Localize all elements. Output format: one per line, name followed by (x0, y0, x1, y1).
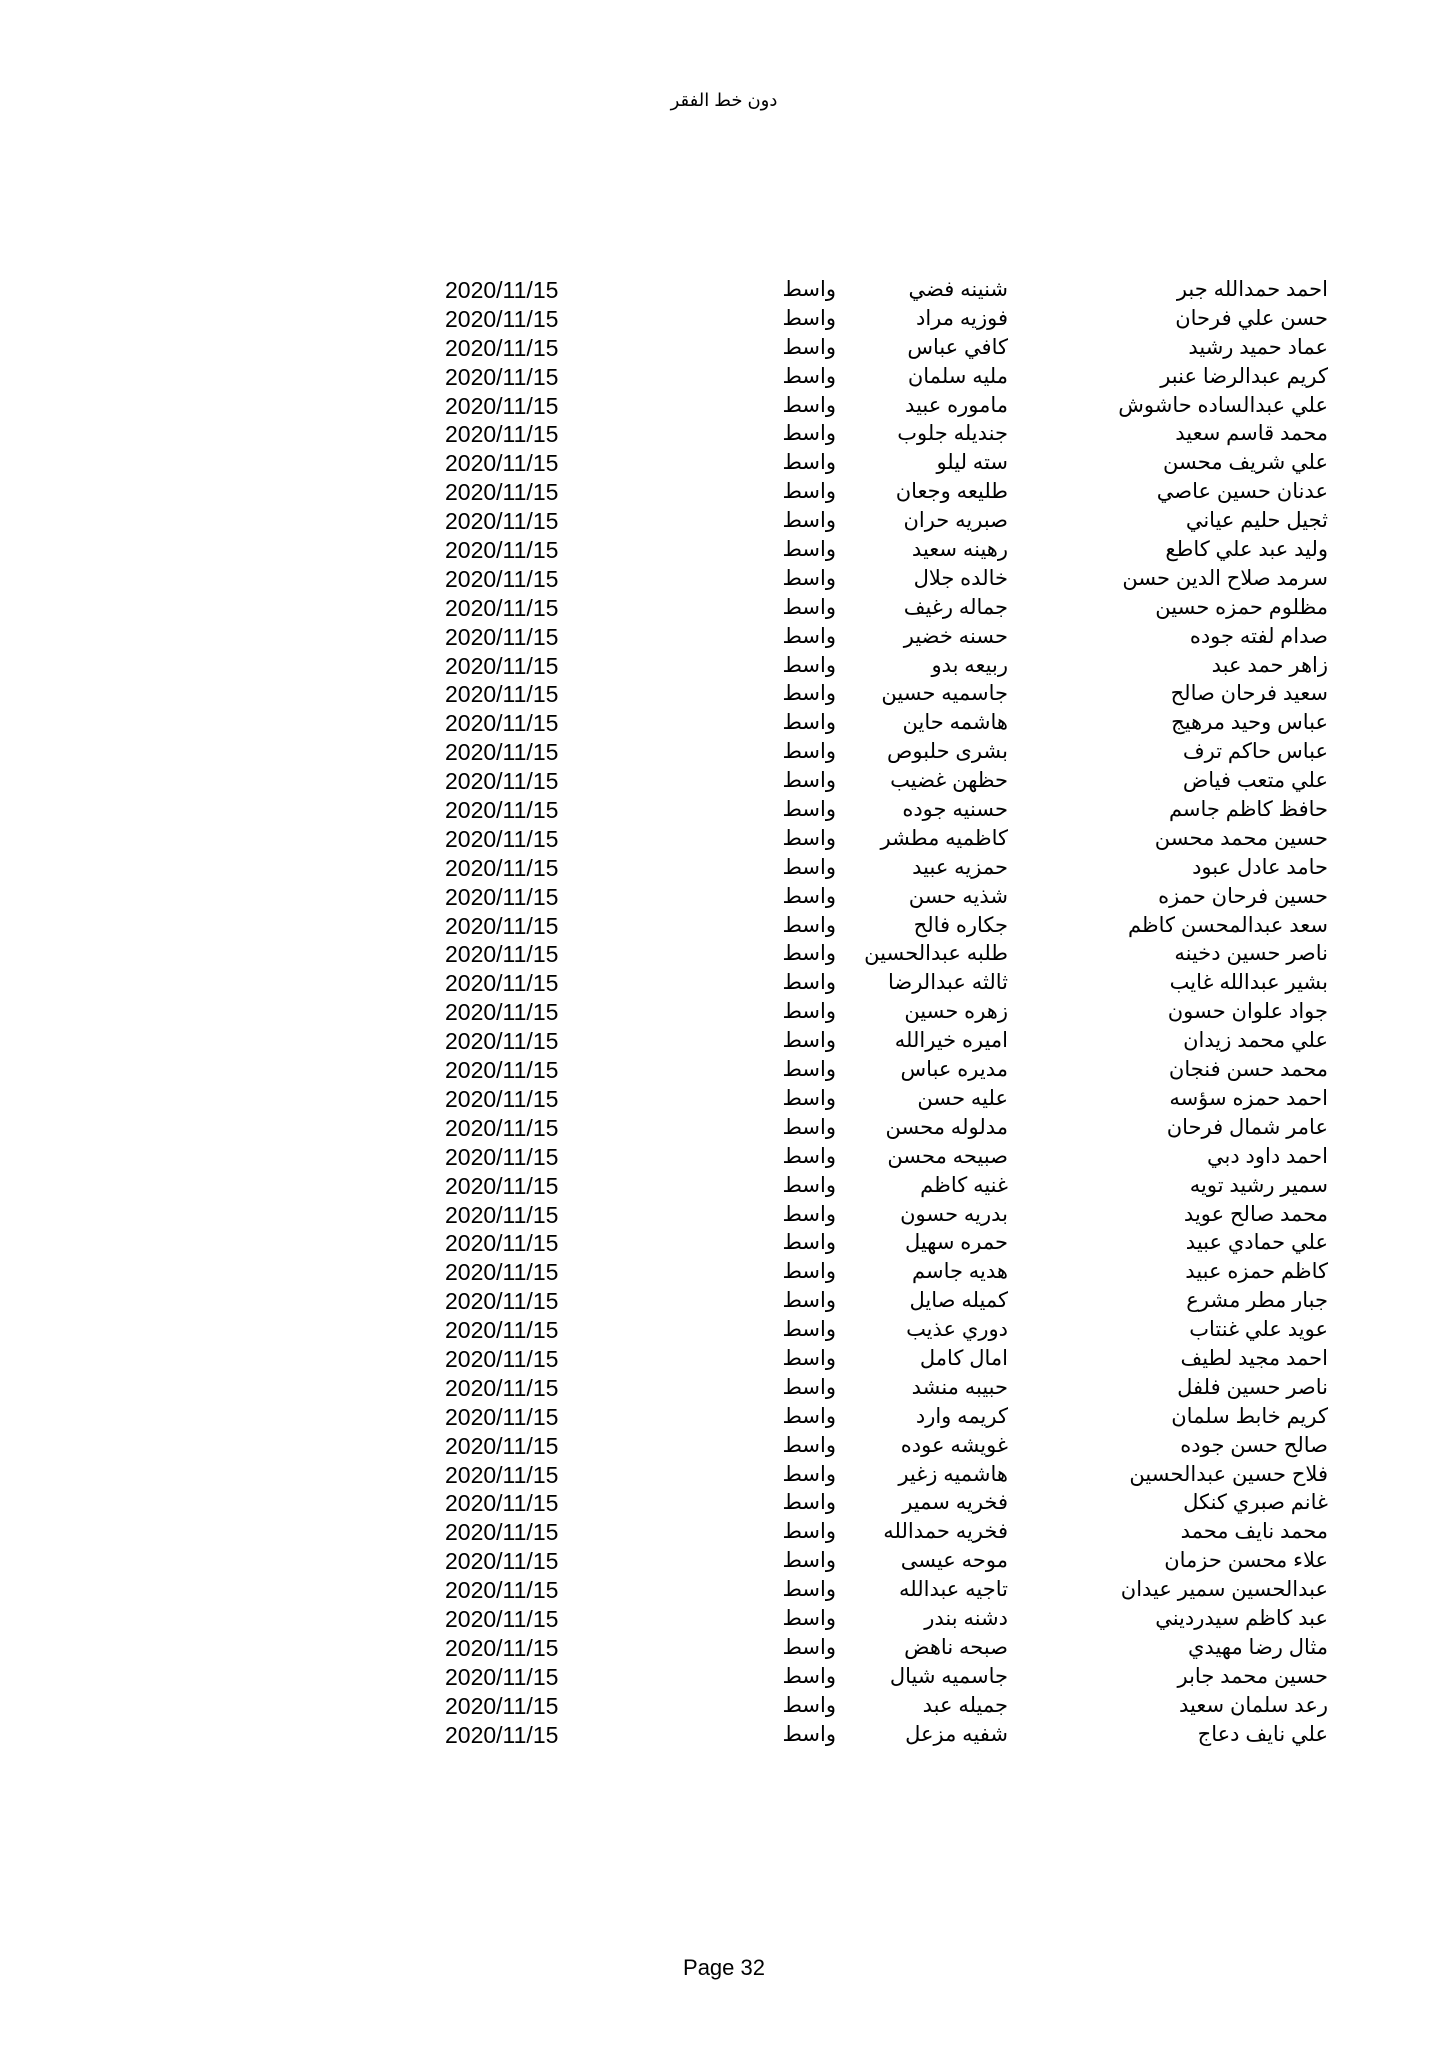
record-name: حسين فرحان حمزه (1158, 884, 1328, 908)
record-name: صالح حسن جوده (1180, 1433, 1328, 1457)
record-mother-name: امال كامل (919, 1346, 1008, 1370)
record-name: بشير عبدالله غايب (1169, 971, 1328, 995)
record-name: احمد حمدالله جبر (1176, 278, 1328, 301)
record-date: 2020/11/15 (445, 681, 559, 708)
record-name: احمد داود دبي (1206, 1144, 1328, 1168)
record-row (0, 507, 1448, 536)
record-name: محمد قاسم سعيد (1175, 422, 1328, 446)
record-name: حسين محمد محسن (1154, 826, 1328, 850)
record-mother-name: مديره عباس (900, 1058, 1008, 1082)
record-date: 2020/11/15 (445, 1085, 559, 1112)
record-governorate: واسط (782, 1549, 836, 1573)
record-name: عماد حميد رشيد (1188, 335, 1328, 359)
record-name: زاهر حمد عبد (1211, 653, 1328, 677)
record-row (0, 1056, 1448, 1085)
record-name: علي شريف محسن (1163, 451, 1328, 475)
record-mother-name: ربيعه بدو (931, 653, 1008, 677)
record-date: 2020/11/15 (445, 652, 559, 679)
record-governorate: واسط (782, 1520, 836, 1544)
record-row (0, 1489, 1448, 1518)
record-row (0, 1605, 1448, 1634)
record-governorate: واسط (782, 1491, 836, 1515)
record-row (0, 1634, 1448, 1663)
record-governorate: واسط (782, 1722, 836, 1746)
record-row (0, 854, 1448, 883)
record-date: 2020/11/15 (445, 334, 559, 361)
record-date: 2020/11/15 (445, 912, 559, 939)
record-mother-name: شفيه مزعل (905, 1722, 1008, 1746)
record-governorate: واسط (782, 1115, 836, 1139)
record-governorate: واسط (782, 335, 836, 359)
record-row (0, 1316, 1448, 1345)
record-date: 2020/11/15 (445, 508, 559, 535)
record-name: ثجيل حليم عياني (1185, 509, 1328, 533)
record-row (0, 883, 1448, 912)
record-mother-name: تاجيه عبدالله (899, 1578, 1008, 1602)
record-name: سعيد فرحان صالح (1170, 682, 1328, 706)
record-date: 2020/11/15 (445, 1345, 559, 1372)
record-date: 2020/11/15 (445, 1432, 559, 1459)
record-name: مظلوم حمزه حسين (1155, 595, 1328, 619)
record-row (0, 652, 1448, 681)
record-name: كاظم حمزه عبيد (1185, 1260, 1328, 1284)
record-governorate: واسط (782, 480, 836, 504)
record-name: وليد عبد علي كاطع (1165, 538, 1328, 562)
record-date: 2020/11/15 (445, 305, 559, 332)
record-mother-name: موحه عيسى (900, 1549, 1008, 1573)
record-mother-name: ثالثه عبدالرضا (887, 971, 1008, 995)
record-name: عبدالحسين سمير عيدان (1120, 1578, 1328, 1602)
record-row (0, 998, 1448, 1027)
record-name: علاء محسن حزمان (1164, 1549, 1328, 1573)
record-mother-name: كاظميه مطشر (880, 826, 1008, 850)
page-number: Page 32 (683, 1955, 765, 1980)
record-date: 2020/11/15 (445, 970, 559, 997)
record-date: 2020/11/15 (445, 277, 559, 303)
record-row (0, 1576, 1448, 1605)
record-date: 2020/11/15 (445, 450, 559, 477)
record-mother-name: جميله عبد (922, 1693, 1008, 1717)
record-mother-name: ماموره عبيد (905, 393, 1008, 417)
record-name: محمد صالح عويد (1183, 1202, 1328, 1226)
record-mother-name: جاسميه شيال (889, 1664, 1008, 1688)
record-row (0, 594, 1448, 623)
record-name: سمير رشيد تويه (1189, 1173, 1328, 1197)
record-mother-name: حمزيه عبيد (912, 855, 1008, 879)
record-row (0, 565, 1448, 594)
record-row (0, 1663, 1448, 1692)
record-row (0, 709, 1448, 738)
record-row (0, 1432, 1448, 1461)
record-governorate: واسط (782, 769, 836, 793)
record-mother-name: فوزيه مراد (916, 306, 1008, 330)
record-governorate: واسط (782, 1173, 836, 1197)
record-governorate: واسط (782, 422, 836, 446)
record-date: 2020/11/15 (445, 999, 559, 1026)
record-governorate: واسط (782, 364, 836, 388)
record-governorate: واسط (782, 1202, 836, 1226)
record-governorate: واسط (782, 711, 836, 735)
record-name: سرمد صلاح الدين حسن (1122, 566, 1328, 590)
record-mother-name: حبيبه منشد (911, 1375, 1008, 1399)
record-date: 2020/11/15 (445, 854, 559, 881)
record-governorate: واسط (782, 538, 836, 562)
record-name: رعد سلمان سعيد (1179, 1693, 1328, 1717)
record-governorate: واسط (782, 451, 836, 475)
record-name: كريم عبدالرضا عنبر (1160, 364, 1328, 388)
record-governorate: واسط (782, 1635, 836, 1659)
record-governorate: واسط (782, 971, 836, 995)
record-mother-name: هاشمه حاين (902, 711, 1008, 735)
record-governorate: واسط (782, 1144, 836, 1168)
record-mother-name: بشرى حلبوص (887, 740, 1008, 764)
record-governorate: واسط (782, 1289, 836, 1313)
record-governorate: واسط (782, 653, 836, 677)
record-governorate: واسط (782, 1086, 836, 1110)
record-governorate: واسط (782, 682, 836, 706)
record-row (0, 680, 1448, 709)
record-row (0, 536, 1448, 565)
record-name: مثال رضا مهيدي (1187, 1635, 1328, 1659)
record-mother-name: مليه سلمان (907, 364, 1008, 388)
record-name: علي نايف دعاج (1197, 1722, 1328, 1746)
record-row (0, 420, 1448, 449)
record-governorate: واسط (782, 509, 836, 533)
record-name: سعد عبدالمحسن كاظم (1127, 913, 1328, 937)
record-name: جواد علوان حسون (1167, 1000, 1328, 1024)
record-name: حسين محمد جابر (1177, 1664, 1328, 1688)
record-name: علي عبدالساده حاشوش (1118, 393, 1328, 417)
record-date: 2020/11/15 (445, 623, 559, 650)
record-date: 2020/11/15 (445, 1057, 559, 1084)
record-date: 2020/11/15 (445, 1634, 559, 1661)
record-date: 2020/11/15 (445, 1143, 559, 1170)
record-governorate: واسط (782, 624, 836, 648)
record-mother-name: جاسميه حسين (881, 682, 1008, 706)
record-date: 2020/11/15 (445, 1721, 559, 1748)
record-mother-name: طليعه وجعان (895, 480, 1008, 504)
record-mother-name: طلبه عبدالحسين (864, 942, 1008, 966)
record-name: صدام لفته جوده (1189, 624, 1328, 648)
record-mother-name: صبحه ناهض (904, 1635, 1008, 1659)
record-name: عباس حاكم ترف (1182, 740, 1328, 764)
record-date: 2020/11/15 (445, 594, 559, 621)
record-row (0, 334, 1448, 363)
record-mother-name: خالده جلال (913, 566, 1008, 590)
record-row (0, 1085, 1448, 1114)
record-row (0, 940, 1448, 969)
record-governorate: واسط (782, 942, 836, 966)
record-date: 2020/11/15 (445, 1577, 559, 1604)
record-row (0, 1403, 1448, 1432)
record-mother-name: شذيه حسن (908, 884, 1008, 908)
record-mother-name: حمره سهيل (904, 1231, 1008, 1255)
record-governorate: واسط (782, 1462, 836, 1486)
record-row (0, 1721, 1448, 1750)
record-row (0, 1374, 1448, 1403)
record-date: 2020/11/15 (445, 1663, 559, 1690)
record-mother-name: صبيحه محسن (887, 1144, 1008, 1168)
record-date: 2020/11/15 (445, 1288, 559, 1315)
record-governorate: واسط (782, 393, 836, 417)
record-mother-name: جنديله جلوب (897, 422, 1008, 446)
record-name: حسن علي فرحان (1175, 306, 1328, 330)
record-date: 2020/11/15 (445, 479, 559, 506)
record-name: علي محمد زيدان (1183, 1029, 1328, 1053)
record-governorate: واسط (782, 855, 836, 879)
record-date: 2020/11/15 (445, 825, 559, 852)
record-date: 2020/11/15 (445, 363, 559, 390)
record-name: محمد نايف محمد (1180, 1520, 1328, 1544)
record-row (0, 1201, 1448, 1230)
record-governorate: واسط (782, 1318, 836, 1342)
record-mother-name: عليه حسن (917, 1086, 1008, 1110)
record-governorate: واسط (782, 1664, 836, 1688)
record-mother-name: هاشميه زغير (898, 1462, 1008, 1486)
record-mother-name: جماله رغيف (903, 595, 1008, 619)
record-name: محمد حسن فنجان (1168, 1058, 1328, 1082)
record-row (0, 363, 1448, 392)
record-date: 2020/11/15 (445, 941, 559, 968)
record-mother-name: زهره حسين (904, 1000, 1008, 1024)
record-name: كريم خابط سلمان (1171, 1404, 1328, 1428)
record-governorate: واسط (782, 798, 836, 822)
record-row (0, 796, 1448, 825)
record-date: 2020/11/15 (445, 1230, 559, 1257)
record-mother-name: كميله صايل (909, 1289, 1008, 1313)
record-governorate: واسط (782, 1029, 836, 1053)
record-mother-name: حسنه خضير (903, 624, 1008, 648)
record-mother-name: رهينه سعيد (911, 538, 1008, 562)
record-date: 2020/11/15 (445, 537, 559, 564)
record-row (0, 1027, 1448, 1056)
record-row (0, 767, 1448, 796)
record-date: 2020/11/15 (445, 1461, 559, 1488)
record-governorate: واسط (782, 306, 836, 330)
record-governorate: واسط (782, 1404, 836, 1428)
record-date: 2020/11/15 (445, 1692, 559, 1719)
record-governorate: واسط (782, 1606, 836, 1630)
record-name: حافظ كاظم جاسم (1168, 798, 1328, 822)
record-name: عامر شمال فرحان (1166, 1115, 1328, 1139)
record-date: 2020/11/15 (445, 739, 559, 766)
record-date: 2020/11/15 (445, 768, 559, 795)
record-name: علي حمادي عبيد (1185, 1231, 1328, 1255)
record-governorate: واسط (782, 1693, 836, 1717)
record-date: 2020/11/15 (445, 1201, 559, 1228)
record-governorate: واسط (782, 278, 836, 301)
record-mother-name: شنينه فضي (908, 278, 1008, 301)
record-row (0, 825, 1448, 854)
record-row (0, 1114, 1448, 1143)
record-mother-name: حظهن غضيب (890, 769, 1008, 793)
record-row (0, 1345, 1448, 1374)
record-mother-name: حسنيه جوده (902, 798, 1008, 822)
record-row (0, 276, 1448, 305)
record-row (0, 1229, 1448, 1258)
record-date: 2020/11/15 (445, 1548, 559, 1575)
record-date: 2020/11/15 (445, 565, 559, 592)
record-governorate: واسط (782, 884, 836, 908)
record-row (0, 478, 1448, 507)
record-mother-name: صبريه حران (903, 509, 1008, 533)
record-name: علي متعب فياض (1182, 769, 1328, 793)
record-governorate: واسط (782, 1058, 836, 1082)
record-date: 2020/11/15 (445, 1172, 559, 1199)
record-name: فلاح حسين عبدالحسين (1129, 1462, 1328, 1486)
record-mother-name: كافي عباس (907, 335, 1008, 359)
record-row (0, 1692, 1448, 1721)
record-row (0, 1172, 1448, 1201)
record-mother-name: اميره خيرالله (894, 1029, 1008, 1053)
record-governorate: واسط (782, 1231, 836, 1255)
record-row (0, 1287, 1448, 1316)
record-governorate: واسط (782, 740, 836, 764)
record-name: حامد عادل عبود (1192, 855, 1328, 879)
record-date: 2020/11/15 (445, 1317, 559, 1344)
record-governorate: واسط (782, 1578, 836, 1602)
record-governorate: واسط (782, 1433, 836, 1457)
record-date: 2020/11/15 (445, 797, 559, 824)
record-mother-name: مدلوله محسن (885, 1115, 1008, 1139)
record-governorate: واسط (782, 1375, 836, 1399)
record-mother-name: دوري عذيب (906, 1318, 1008, 1342)
record-governorate: واسط (782, 566, 836, 590)
page-header-title: دون خط الفقر (670, 90, 778, 110)
record-governorate: واسط (782, 1000, 836, 1024)
record-mother-name: جكاره فالح (913, 913, 1008, 937)
record-mother-name: بدريه حسون (900, 1202, 1008, 1226)
record-row (0, 738, 1448, 767)
record-governorate: واسط (782, 1346, 836, 1370)
record-row (0, 912, 1448, 941)
record-mother-name: دشنه بندر (924, 1606, 1008, 1630)
record-mother-name: فخريه حمدالله (883, 1520, 1008, 1544)
record-row (0, 623, 1448, 652)
record-mother-name: غنيه كاظم (920, 1173, 1008, 1197)
record-name: جبار مطر مشرع (1186, 1289, 1328, 1313)
record-row (0, 392, 1448, 421)
record-date: 2020/11/15 (445, 1259, 559, 1286)
record-row (0, 1258, 1448, 1287)
record-name: عبد كاظم سيدرديني (1155, 1606, 1328, 1630)
record-name: احمد مجيد لطيف (1180, 1346, 1328, 1370)
record-date: 2020/11/15 (445, 1490, 559, 1517)
record-row (0, 969, 1448, 998)
record-row (0, 1461, 1448, 1490)
record-mother-name: سته ليلو (936, 451, 1008, 475)
record-name: ناصر حسين فلفل (1177, 1375, 1328, 1399)
record-date: 2020/11/15 (445, 1605, 559, 1632)
record-date: 2020/11/15 (445, 421, 559, 448)
record-name: عدنان حسين عاصي (1156, 480, 1328, 504)
record-row (0, 1143, 1448, 1172)
record-name: غانم صبري كنكل (1183, 1491, 1328, 1515)
record-row (0, 305, 1448, 334)
record-governorate: واسط (782, 826, 836, 850)
record-date: 2020/11/15 (445, 1028, 559, 1055)
record-date: 2020/11/15 (445, 392, 559, 419)
record-mother-name: كريمه وارد (915, 1404, 1008, 1428)
records-list (0, 276, 1448, 1749)
record-row (0, 449, 1448, 478)
record-date: 2020/11/15 (445, 710, 559, 737)
record-date: 2020/11/15 (445, 883, 559, 910)
record-mother-name: هديه جاسم (912, 1260, 1008, 1284)
record-mother-name: غويشه عوده (900, 1433, 1008, 1457)
record-row (0, 1547, 1448, 1576)
record-date: 2020/11/15 (445, 1403, 559, 1430)
record-name: احمد حمزه سؤسه (1169, 1086, 1328, 1110)
record-name: ناصر حسين دخينه (1174, 942, 1328, 966)
record-governorate: واسط (782, 595, 836, 619)
record-row (0, 1518, 1448, 1547)
record-governorate: واسط (782, 913, 836, 937)
record-name: عباس وحيد مرهيج (1171, 711, 1328, 735)
record-date: 2020/11/15 (445, 1519, 559, 1546)
record-name: عويد علي غنتاب (1189, 1318, 1328, 1342)
record-governorate: واسط (782, 1260, 836, 1284)
record-date: 2020/11/15 (445, 1374, 559, 1401)
record-mother-name: فخريه سمير (902, 1491, 1008, 1515)
record-date: 2020/11/15 (445, 1114, 559, 1141)
